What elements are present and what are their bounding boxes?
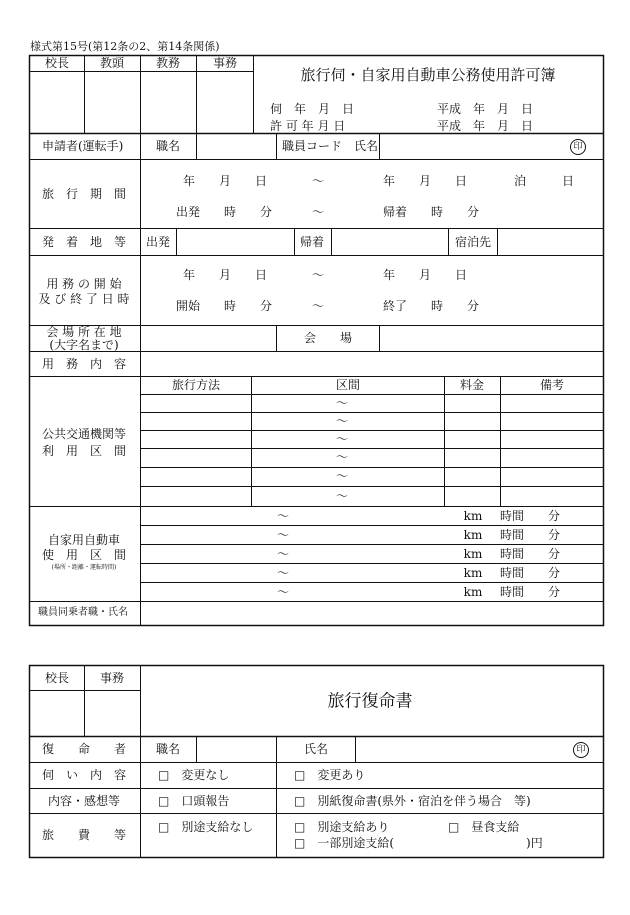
col-remarks: 備考	[539, 378, 565, 392]
business-label-2: 及 び 終 了 日 時	[38, 292, 130, 306]
inquiry-content-label: 伺 い 内 容	[41, 768, 127, 782]
venue-location-label-1: 会 場 所 在 地	[46, 325, 122, 339]
business-end-date[interactable]: 年 月 日	[383, 268, 468, 282]
oral-report-checkbox[interactable]: □ 口頭報告	[158, 794, 230, 808]
impressions-label: 内容・感想等	[47, 794, 121, 808]
travel-period-label: 旅 行 期 間	[41, 187, 127, 201]
car-section-tilde: ～	[276, 585, 290, 599]
minutes-label: 分	[547, 585, 561, 599]
car-section-tilde: ～	[276, 528, 290, 542]
business-start-time[interactable]: 開始 時 分	[176, 299, 273, 313]
name-label: 氏名	[304, 742, 329, 756]
seal-icon: 印	[570, 139, 586, 155]
separate-report-checkbox[interactable]: □ 別紙復命書(県外・宿泊を伴う場合 等)	[294, 794, 531, 808]
section-tilde: ～	[335, 396, 349, 410]
approver-office: 事務	[99, 671, 125, 685]
approver-vice-principal: 教頭	[99, 56, 125, 70]
return-time[interactable]: 帰着 時 分	[383, 205, 480, 219]
travel-start-date[interactable]: 年 月 日	[183, 174, 268, 188]
approver-principal: 校長	[44, 56, 70, 70]
section-tilde: ～	[335, 469, 349, 483]
business-start-date[interactable]: 年 月 日	[183, 268, 268, 282]
staff-code-name-label: 職員コード 氏名	[282, 139, 379, 153]
lunch-pay-checkbox[interactable]: □ 昼食支給	[448, 820, 520, 834]
inquiry-date-label: 伺 年 月 日	[270, 102, 355, 116]
arrival-place-label: 帰着	[300, 235, 325, 249]
hours-label: 時間	[499, 509, 525, 523]
tilde: ～	[312, 205, 325, 219]
private-car-label-2: 使 用 区 間	[41, 548, 127, 562]
tilde: ～	[312, 174, 325, 188]
extra-pay-checkbox[interactable]: □ 別途支給あり	[294, 820, 390, 834]
public-transport-label-2: 利 用 区 間	[41, 444, 127, 458]
approval-date-field[interactable]: 平成 年 月 日	[437, 119, 534, 133]
col-travel-method: 旅行方法	[171, 378, 221, 392]
car-section-tilde: ～	[276, 547, 290, 561]
travel-cost-label: 旅 費 等	[41, 828, 127, 842]
business-end-time[interactable]: 終了 時 分	[383, 299, 480, 313]
business-label-1: 用 務 の 開 始	[46, 277, 122, 291]
section-tilde: ～	[335, 432, 349, 446]
report-title: 旅行復命書	[327, 691, 413, 712]
private-car-label-1: 自家用自動車	[47, 533, 121, 547]
km-label: km	[463, 585, 483, 599]
form-caption: 様式第15号(第12条の2、第14条関係)	[30, 40, 220, 53]
nights-label: 泊	[514, 174, 527, 188]
no-extra-pay-checkbox[interactable]: □ 別途支給なし	[158, 820, 254, 834]
departure-place-label: 出発	[146, 235, 171, 249]
seal-icon: 印	[573, 742, 589, 758]
private-car-label-3: (場所・距離・運転時間)	[51, 564, 117, 571]
departure-time[interactable]: 出発 時 分	[176, 205, 273, 219]
public-transport-label-1: 公共交通機関等	[41, 427, 127, 441]
lodging-label: 宿泊先	[455, 235, 492, 249]
minutes-label: 分	[547, 509, 561, 523]
km-label: km	[463, 528, 483, 542]
days-label: 日	[562, 174, 575, 188]
tilde: ～	[312, 268, 325, 282]
car-section-tilde: ～	[276, 509, 290, 523]
approver-office: 事務	[212, 56, 238, 70]
minutes-label: 分	[547, 528, 561, 542]
venue-location-label-2: (大字名まで)	[49, 338, 119, 352]
form-title: 旅行伺・自家用自動車公務使用許可簿	[300, 66, 556, 84]
approval-date-label: 許 可 年 月 日	[270, 119, 346, 133]
no-change-checkbox[interactable]: □ 変更なし	[158, 768, 230, 782]
col-section: 区間	[335, 378, 361, 392]
tilde: ～	[312, 299, 325, 313]
hours-label: 時間	[499, 528, 525, 542]
km-label: km	[463, 547, 483, 561]
inquiry-date-field[interactable]: 平成 年 月 日	[437, 102, 534, 116]
approver-principal: 校長	[44, 671, 70, 685]
places-label: 発 着 地 等	[41, 235, 127, 249]
job-title-label: 職名	[156, 742, 181, 756]
section-tilde: ～	[335, 489, 349, 503]
partial-pay-checkbox[interactable]: □ 一部別途支給( )円	[294, 836, 543, 850]
km-label: km	[463, 509, 483, 523]
col-fare: 料金	[459, 378, 485, 392]
km-label: km	[463, 566, 483, 580]
job-title-label: 職名	[156, 139, 181, 153]
hours-label: 時間	[499, 566, 525, 580]
section-tilde: ～	[335, 450, 349, 464]
travel-end-date[interactable]: 年 月 日	[383, 174, 468, 188]
car-section-tilde: ～	[276, 566, 290, 580]
section-tilde: ～	[335, 414, 349, 428]
applicant-label: 申請者(運転手)	[42, 139, 124, 153]
venue-label: 会 場	[303, 331, 353, 345]
changed-checkbox[interactable]: □ 変更あり	[294, 768, 366, 782]
minutes-label: 分	[547, 566, 561, 580]
reporter-label: 復 命 者	[41, 742, 127, 756]
minutes-label: 分	[547, 547, 561, 561]
passenger-label: 職員同乗者職・氏名	[38, 607, 128, 618]
hours-label: 時間	[499, 547, 525, 561]
hours-label: 時間	[499, 585, 525, 599]
business-content-label: 用 務 内 容	[41, 357, 127, 371]
approver-academic: 教務	[155, 56, 181, 70]
